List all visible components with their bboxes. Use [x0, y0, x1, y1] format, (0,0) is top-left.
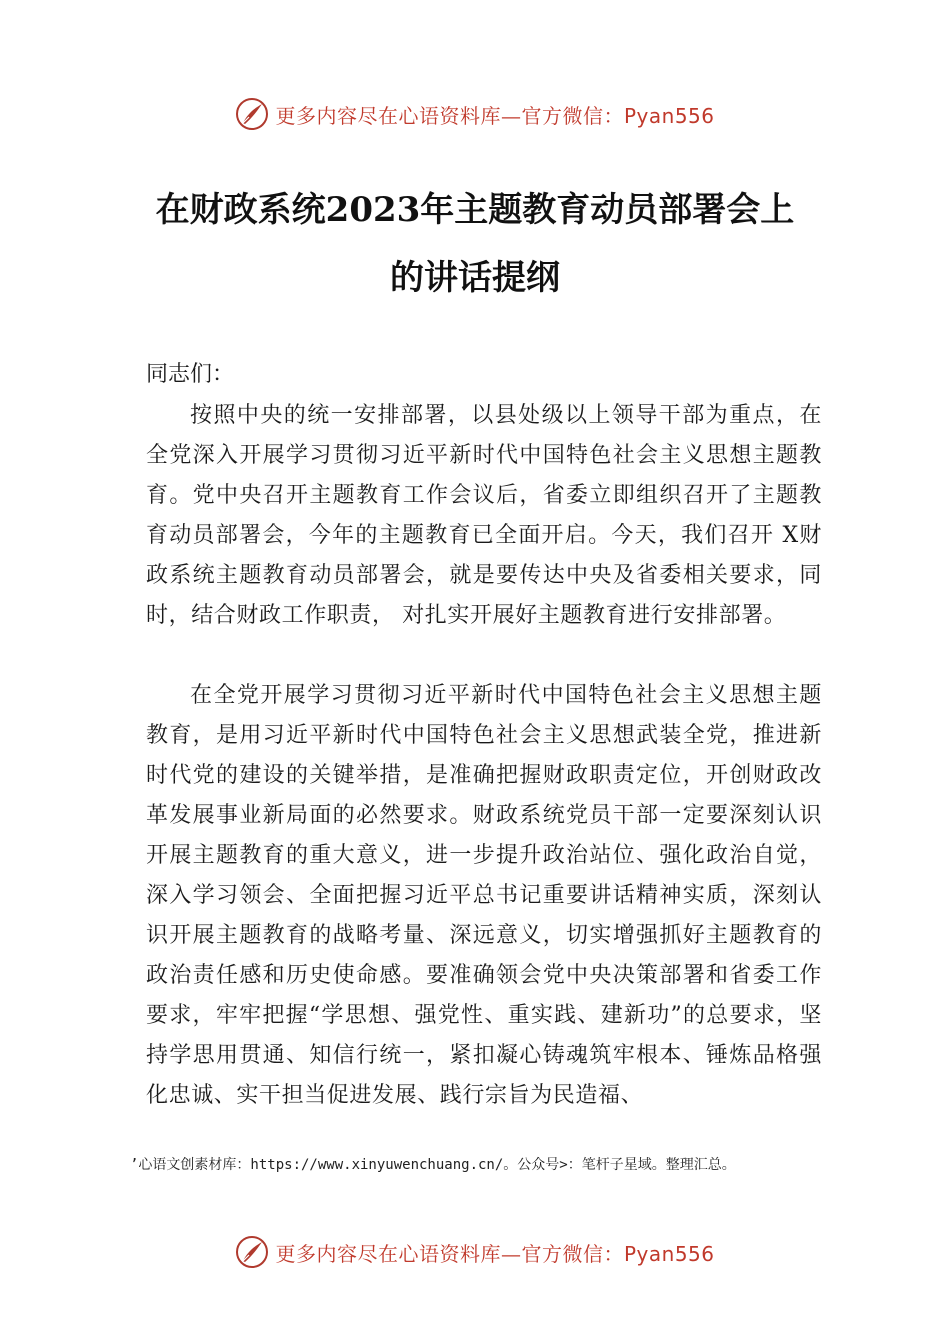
banner-prefix: 更多内容尽在心语资料库 [275, 103, 501, 128]
document-title-line-1: 在财政系统2023年主题教育动员部署会上 [155, 190, 795, 230]
banner-text [275, 1238, 714, 1267]
banner-middle: 官方微信： [521, 103, 624, 128]
document-title-line-2: 的讲话提纲 [390, 258, 560, 298]
body-paragraph-2: 在全党开展学习贯彻习近平新时代中国特色社会主义思想主题教育，是用习近平新时代中国特色社会主义思想武装全党，推进新时代党的建设的关键举措，是准确把握财政职责定位，开创财政改革发展事业新局面的必然要求。财政系统党员干部一定要深刻认识开展主题教育的重大意义，进一步提升政治站位、强化政治自觉，深入学习领会、全面把握习近平总书记重要讲话精神实质，深刻认识开展主题教育的战略考量、深远意义，切实增强抓好主题教育的政治责任感和历史使命感。要准确领会党中央决策部署和省委工作要求，牢牢把握“学思想、强党性、重实践、建新功”的总要求，坚持学思用贯通、知信行统一，紧扣凝心铸魂筑牢根本、锤炼品格强化忠诚、实干担当促进发展、践行宗旨为民造福、 [146, 683, 822, 1108]
footer-banner [0, 1232, 950, 1272]
salutation: 同志们： [146, 362, 235, 387]
banner-separator: — [500, 1241, 522, 1266]
quill-logo-icon [235, 97, 269, 131]
banner-middle: 官方微信： [521, 1241, 624, 1266]
quill-logo-icon [235, 1235, 269, 1269]
body-paragraph-1: 按照中央的统一安排部署，以县处级以上领导干部为重点，在全党深入开展学习贯彻习近平新时代中国特色社会主义思想主题教育。党中央召开主题教育工作会议后，省委立即组织召开了主题教育动员部署会，今年的主题教育已全面开启。今天，我们召开 X财政系统主题教育动员部署会，就是要传达中央及省委相关要求，同时，结合财政工作职责， 对扎实开展好主题教育进行安排部署。 [146, 403, 822, 628]
banner-wechat-id: Pyan556 [623, 1241, 715, 1266]
banner-prefix: 更多内容尽在心语资料库 [275, 1241, 501, 1266]
banner-separator: — [500, 103, 522, 128]
source-footnote: ’心语文创素材库：https://www.xinyuwenchuang.cn/。公众号>：笔杆子星域。整理汇总。 [130, 1157, 736, 1173]
banner-wechat-id: Pyan556 [623, 103, 715, 128]
header-banner [0, 94, 950, 134]
banner-text [275, 100, 714, 129]
